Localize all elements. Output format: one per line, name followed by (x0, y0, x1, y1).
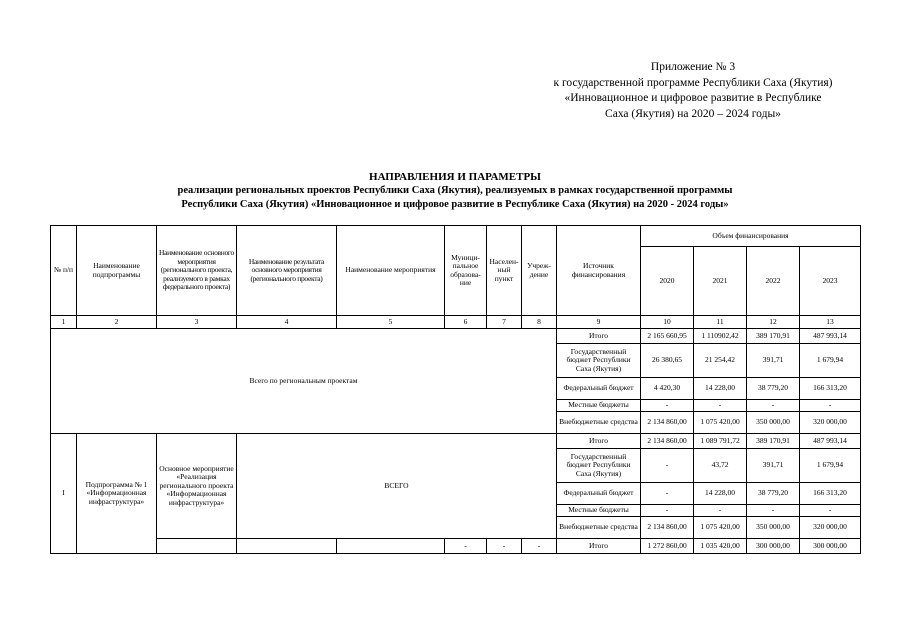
value-cell: 2 134 860,00 (641, 434, 694, 449)
header-row-1 (51, 226, 861, 247)
value-cell: 389 170,91 (747, 329, 800, 344)
heading-subtitle-1: реализации региональных проектов Республики Саха (Якутия), реализуемых в рамках государственной программы (177, 185, 733, 196)
appendix-line-2: к государственной программе Республики Саха (Якутия) (553, 76, 833, 89)
table-row (51, 434, 861, 449)
source-cell: Итого (557, 434, 641, 449)
source-cell: Внебюджетные средства (557, 412, 641, 434)
header-year-2022: 2022 (747, 247, 800, 316)
value-cell: 38 779,20 (747, 378, 800, 400)
appendix-line-1: Приложение № 3 (650, 61, 736, 73)
empty-cell (337, 539, 445, 554)
value-cell: 1 679,94 (800, 449, 861, 483)
header-main-event: Наименование основного мероприятия (регионального проекта, реализуемого в рамках федерального проекта) (157, 226, 237, 316)
col-num-6: 6 (445, 316, 487, 329)
value-cell: 320 000,00 (800, 517, 861, 539)
col-num-4: 4 (237, 316, 337, 329)
value-cell: 38 779,20 (747, 483, 800, 505)
source-cell: Федеральный бюджет (557, 483, 641, 505)
heading-title: НАПРАВЛЕНИЯ И ПАРАМЕТРЫ (369, 171, 541, 183)
value-cell: - (694, 505, 747, 517)
value-cell: 389 170,91 (747, 434, 800, 449)
header-institution: Учреж-дение (522, 226, 557, 316)
col-num-12: 12 (747, 316, 800, 329)
source-cell: Государственный бюджет Республики Саха (Якутия) (557, 344, 641, 378)
header-num: № п/п (51, 226, 77, 316)
value-cell: 21 254,42 (694, 344, 747, 378)
col-num-8: 8 (522, 316, 557, 329)
value-cell: - (641, 449, 694, 483)
value-cell: 1 089 791,72 (694, 434, 747, 449)
header-result: Наименование результата основного мероприятия (регионального проекта) (237, 226, 337, 316)
col-num-5: 5 (337, 316, 445, 329)
value-cell: 14 228,00 (694, 378, 747, 400)
empty-cell (237, 539, 337, 554)
value-cell: - (747, 505, 800, 517)
value-cell: 26 380,65 (641, 344, 694, 378)
col-num-9: 9 (557, 316, 641, 329)
value-cell: 487 993,14 (800, 434, 861, 449)
value-cell: - (800, 400, 861, 412)
value-cell: 166 313,20 (800, 378, 861, 400)
header-subprogram: Наименование подпрограммы (77, 226, 157, 316)
col-num-3: 3 (157, 316, 237, 329)
col-num-7: 7 (487, 316, 522, 329)
table-row (51, 539, 861, 554)
subprogram-main-event: Основное мероприятие «Реализация регионального проекта «Информационная инфраструктура» (157, 434, 237, 539)
table-row (51, 329, 861, 344)
document-heading (40, 170, 870, 212)
value-cell: 391,71 (747, 344, 800, 378)
col-num-13: 13 (800, 316, 861, 329)
total-label: Всего по региональным проектам (51, 329, 557, 434)
row-municipality: - (445, 539, 487, 554)
value-cell: - (694, 400, 747, 412)
row-settlement: - (487, 539, 522, 554)
source-cell: Местные бюджеты (557, 400, 641, 412)
value-cell: 300 000,00 (800, 539, 861, 554)
value-cell: 1 075 420,00 (694, 517, 747, 539)
header-volume: Объем финансирования (641, 226, 861, 247)
source-cell: Федеральный бюджет (557, 378, 641, 400)
col-num-2: 2 (77, 316, 157, 329)
value-cell: 320 000,00 (800, 412, 861, 434)
header-event: Наименование мероприятия (337, 226, 445, 316)
source-cell: Итого (557, 539, 641, 554)
header-source: Источник финансирования (557, 226, 641, 316)
value-cell: 1 110902,42 (694, 329, 747, 344)
value-cell: 1 679,94 (800, 344, 861, 378)
value-cell: 350 000,00 (747, 517, 800, 539)
empty-cell (157, 539, 237, 554)
value-cell: 2 165 660,95 (641, 329, 694, 344)
source-cell: Внебюджетные средства (557, 517, 641, 539)
header-year-2020: 2020 (641, 247, 694, 316)
value-cell: 300 000,00 (747, 539, 800, 554)
column-number-row (51, 316, 861, 329)
header-year-2021: 2021 (694, 247, 747, 316)
col-num-11: 11 (694, 316, 747, 329)
value-cell: 350 000,00 (747, 412, 800, 434)
value-cell: - (641, 483, 694, 505)
col-num-1: 1 (51, 316, 77, 329)
value-cell: - (641, 505, 694, 517)
value-cell: 166 313,20 (800, 483, 861, 505)
value-cell: 1 035 420,00 (694, 539, 747, 554)
value-cell: 1 272 860,00 (641, 539, 694, 554)
value-cell: - (747, 400, 800, 412)
source-cell: Итого (557, 329, 641, 344)
header-year-2023: 2023 (800, 247, 861, 316)
row-institution: - (522, 539, 557, 554)
heading-subtitle-2: Республики Саха (Якутия) «Инновационное и цифровое развитие в Республике Саха (Якутия) на 2020 - 2024 годы» (181, 199, 729, 210)
value-cell: 2 134 860,00 (641, 412, 694, 434)
subprogram-total-label: ВСЕГО (237, 434, 557, 539)
header-municipality: Муници-пальное образова-ние (445, 226, 487, 316)
appendix-line-3: «Инновационное и цифровое развитие в Республике (564, 92, 822, 104)
col-num-10: 10 (641, 316, 694, 329)
value-cell: - (641, 400, 694, 412)
value-cell: 487 993,14 (800, 329, 861, 344)
source-cell: Государственный бюджет Республики Саха (Якутия) (557, 449, 641, 483)
value-cell: 391,71 (747, 449, 800, 483)
value-cell: 4 420,30 (641, 378, 694, 400)
source-cell: Местные бюджеты (557, 505, 641, 517)
appendix-block (500, 60, 886, 122)
appendix-line-4: Саха (Якутия) на 2020 – 2024 годы» (605, 107, 781, 120)
value-cell: 43,72 (694, 449, 747, 483)
subprogram-num: I (51, 434, 77, 554)
header-settlement: Населен-ный пункт (487, 226, 522, 316)
value-cell: - (800, 505, 861, 517)
value-cell: 1 075 420,00 (694, 412, 747, 434)
financing-table (50, 225, 861, 554)
value-cell: 14 228,00 (694, 483, 747, 505)
subprogram-name: Подпрограмма № 1 «Информационная инфраструктура» (77, 434, 157, 554)
value-cell: 2 134 860,00 (641, 517, 694, 539)
